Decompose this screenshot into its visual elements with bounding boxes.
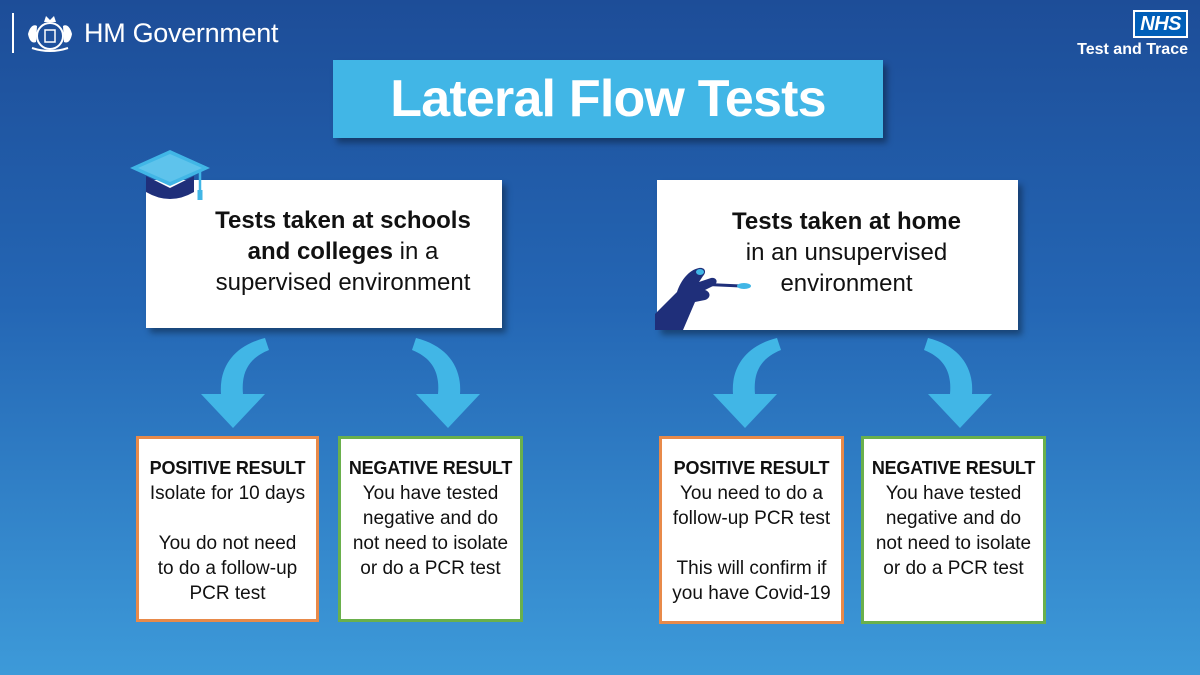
logo-divider: [12, 13, 14, 53]
nhs-badge-text: NHS: [1135, 12, 1186, 36]
result-text: to do a follow-up: [157, 558, 298, 579]
result-text: Isolate for 10 days: [149, 483, 306, 504]
school-positive-result: [136, 436, 319, 622]
result-heading: NEGATIVE RESULT: [348, 458, 513, 478]
curved-arrow-icon: [408, 334, 488, 430]
result-text: negative and do: [885, 508, 1022, 529]
result-text: not need to isolate: [875, 533, 1032, 554]
curved-arrow-icon: [193, 334, 273, 430]
hand-swab-icon: [655, 256, 753, 330]
result-heading: NEGATIVE RESULT: [871, 458, 1036, 478]
page-title: Lateral Flow Tests: [390, 70, 826, 128]
gov-text: HM Government: [84, 17, 279, 48]
result-text: PCR test: [189, 583, 266, 604]
home-line2: in an unsupervised: [745, 238, 948, 266]
school-line2-bold: and colleges: [247, 237, 393, 265]
crest-icon: [22, 12, 78, 54]
home-line1: Tests taken at home: [732, 207, 961, 235]
result-text: or do a PCR test: [360, 558, 501, 579]
school-line3: supervised environment: [215, 268, 471, 296]
result-text: not need to isolate: [352, 533, 509, 554]
result-text: you have Covid-19: [672, 583, 831, 604]
curved-arrow-icon: [920, 334, 1000, 430]
title-banner: [333, 60, 883, 138]
result-text: follow-up PCR test: [672, 508, 831, 529]
result-text: or do a PCR test: [883, 558, 1024, 579]
result-text: negative and do: [362, 508, 499, 529]
result-text: This will confirm if: [676, 558, 827, 579]
school-line1: Tests taken at schools: [215, 206, 471, 234]
result-text: You have tested: [362, 483, 499, 504]
result-heading: POSITIVE RESULT: [149, 458, 306, 478]
home-positive-result: [659, 436, 844, 624]
home-line3: environment: [780, 269, 913, 297]
result-text: You do not need: [158, 533, 297, 554]
nhs-service-name: Test and Trace: [1077, 41, 1188, 58]
curved-arrow-icon: [705, 334, 785, 430]
result-heading: POSITIVE RESULT: [673, 458, 830, 478]
nhs-test-and-trace-logo: [1064, 10, 1188, 59]
home-negative-result: [861, 436, 1046, 624]
nhs-badge: [1133, 10, 1188, 38]
result-text: You need to do a: [680, 483, 823, 504]
school-negative-result: [338, 436, 523, 622]
result-text: You have tested: [885, 483, 1022, 504]
hm-government-logo: [12, 12, 278, 54]
graduation-cap-icon: [128, 148, 212, 208]
school-line2-rest: in a: [393, 237, 439, 265]
